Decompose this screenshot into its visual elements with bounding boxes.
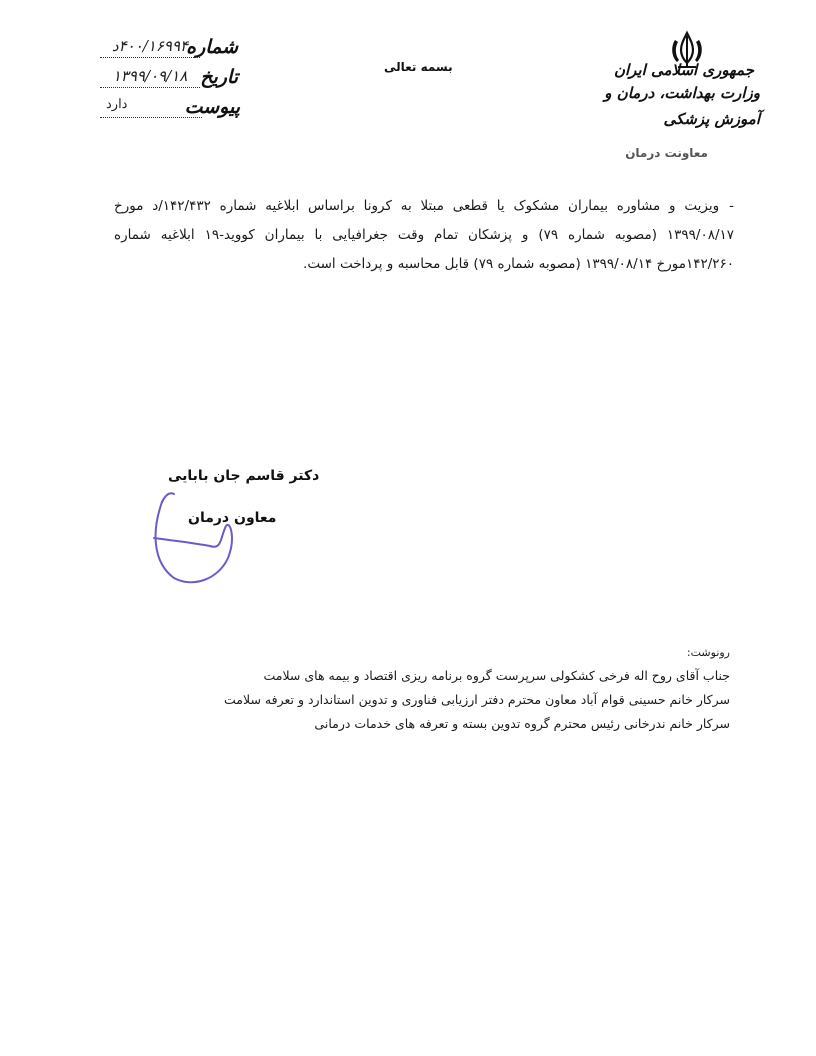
ministry-name: وزارت بهداشت، درمان و آموزش پزشکی — [604, 84, 760, 128]
cc-heading: رونوشت: — [686, 646, 730, 659]
letter-date-row — [100, 66, 238, 88]
letter-body — [114, 192, 734, 279]
cc-section — [170, 644, 730, 736]
letterhead-ministry — [600, 60, 760, 132]
signer-title: معاون درمان — [188, 510, 277, 526]
bullet-dash: - — [729, 198, 734, 214]
letter-number-row — [100, 36, 238, 58]
attachment-value: دارد — [100, 97, 202, 118]
basmala: بسمه تعالی — [384, 60, 453, 74]
cc-recipient: سرکار خانم ندرخانی رئیس محترم گروه تدوین بسته و تعرفه های خدمات درمانی — [314, 716, 730, 731]
country-name: جمهوری اسلامی ایران — [613, 61, 754, 79]
number-label: شماره — [186, 36, 238, 58]
cc-recipient: سرکار خانم حسینی قوام آباد معاون محترم دفتر ارزیابی فناوری و تدوین استاندارد و تعرفه سلامت — [224, 692, 730, 707]
number-value: ۴۰۰/۱۶۹۹۴د — [100, 37, 200, 58]
deputy-title: معاونت درمان — [625, 146, 708, 160]
cc-recipient: جناب آقای روح اله فرخی کشکولی سرپرست گروه برنامه ریزی اقتصاد و بیمه های سلامت — [263, 668, 730, 683]
signer-name: دکتر قاسم جان بابایی — [168, 468, 320, 484]
attachment-label: پیوست — [184, 96, 240, 118]
body-paragraph: ویزیت و مشاوره بیماران مشکوک یا قطعی مبتلا به کرونا براساس ابلاغیه شماره ۱۴۲/۴۳۲/د مورخ ۱۳۹۹/۰۸/۱۷ (مصوبه شماره ۷۹) و پزشکان تمام وقت جغرافیایی با بیماران کووید-۱۹ ابلاغیه شماره ۱۴۲/۲۶۰مورخ ۱۳۹۹/۰۸/۱۴ (مصوبه شماره ۷۹) قابل محاسبه و پرداخت است. — [114, 198, 734, 272]
date-value: ۱۳۹۹/۰۹/۱۸ — [100, 67, 200, 88]
date-label: تاریخ — [200, 66, 238, 88]
handwritten-signature-icon — [148, 480, 240, 590]
attachment-row — [100, 96, 240, 118]
